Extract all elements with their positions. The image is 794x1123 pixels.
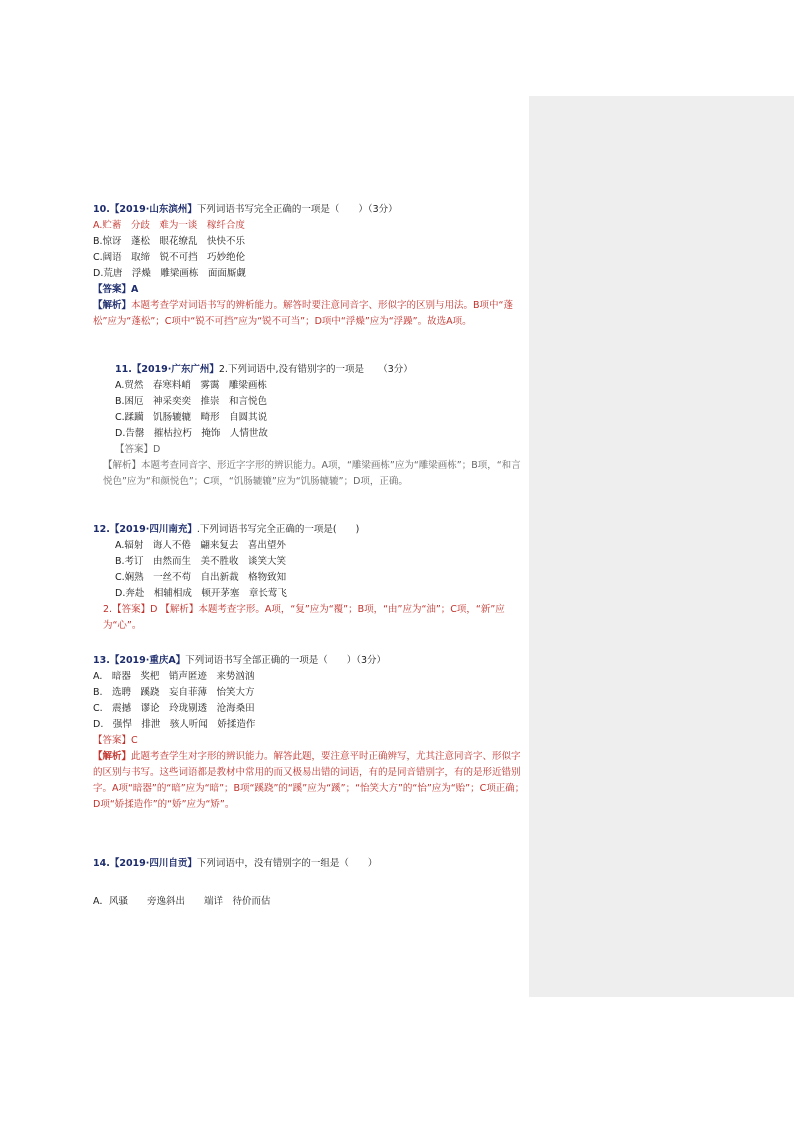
question-12-option-a: A.辐射 诲人不倦 翩来复去 喜出望外	[115, 540, 286, 551]
question-10-option-b: B.惊讶 蓬松 眼花缭乱 快快不乐	[93, 236, 246, 247]
question-11-option-a: A.贸然 春寒料峭 雾霭 雕梁画栋	[115, 380, 267, 391]
question-11-analysis-label: 【解析】	[103, 460, 142, 471]
question-10-analysis-label: 【解析】	[93, 300, 132, 311]
question-12-answer: 2.【答案】D 【解析】本题考查字形。A项，“复”应为“覆”；B项，“由”应为“油”；C项，“新”应为“心”。	[103, 604, 505, 631]
question-14-tag: 14.【2019·四川自贡】	[93, 858, 197, 869]
question-11-tag: 11.【2019·广东广州】	[115, 364, 219, 375]
question-13-answer-label: 【答案】	[93, 735, 132, 746]
question-13-option-c: C. 震撼 谬论 玲珑剔透 沧海桑田	[93, 703, 255, 714]
question-11	[93, 362, 525, 490]
question-11-answer-label: 【答案】	[115, 444, 154, 455]
comment-sidebar	[529, 96, 794, 997]
question-10-stem: 下列词语书写完全正确的一项是（ ）（3分）	[196, 204, 398, 215]
question-11-option-c: C.蹂躏 饥肠辘辘 畸形 自圆其说	[115, 412, 268, 423]
question-12	[93, 522, 525, 634]
question-12-stem: .下列词语书写完全正确的一项是( )	[196, 524, 360, 535]
question-11-answer: D	[153, 444, 161, 455]
question-13-option-b: B. 选聘 蹊跷 妄自菲薄 怡笑大方	[93, 687, 255, 698]
question-13-option-d: D. 强悍 排泄 骇人听闻 娇揉造作	[93, 719, 256, 730]
question-11-option-d: D.告罄 摧枯拉朽 掩饰 人情世故	[115, 428, 268, 439]
question-10-analysis: 本题考查学对词语书写的辨析能力。解答时要注意同音字、形似字的区别与用法。B项中“蓬松”应为“蓬松”；C项中“锐不可挡”应为“锐不可当”；D项中“浮燥”应为“浮躁”。故选A项。	[93, 300, 513, 327]
question-14-stem: 下列词语中，没有错别字的一组是（ ）	[196, 858, 378, 869]
question-13-option-a: A. 暗器 奖杷 销声匿迹 来势汹汹	[93, 671, 255, 682]
question-11-analysis: 本题考查同音字、形近字字形的辨识能力。A项，“雕梁画栋”应为“雕梁画栋”；B项，“和言悦色”应为“和颜悦色”；C项，“饥肠辘辘”应为“饥肠辘辘”；D项，正确。	[103, 460, 521, 487]
question-13-analysis: 此题考查学生对字形的辨识能力。解答此题，要注意平时正确辨写，尤其注意同音字、形似字的区别与书写。这些词语都是教材中常用的而又极易出错的词语，有的是同音错别字，有的是形近错别字。A项“暗器”的“暗”应为“暗”；B项“蹊跷”的“蹊”应为“蹊”；“怡笑大方”的“怡”应为“贻”；C项正确；D项“娇揉造作”的“娇”应为“矫”。	[93, 751, 525, 810]
question-13-stem: 下列词语书写全部正确的一项是（ ）（3分）	[185, 655, 387, 666]
question-10-tag: 10.【2019·山东滨州】	[93, 204, 197, 215]
question-13-tag: 13.【2019·重庆A】	[93, 655, 186, 666]
question-10-option-c: C.阔语 取缔 锐不可挡 巧妙绝伦	[93, 252, 246, 263]
question-10-answer: A	[131, 284, 139, 295]
question-13-analysis-label: 【解析】	[93, 751, 132, 762]
question-10-option-d: D.荒唐 浮燥 雕梁画栋 面面厮觑	[93, 268, 246, 279]
question-10	[93, 202, 525, 330]
question-12-option-d: D.奔赴 相辅相成 顿开茅塞 章长莺飞	[115, 588, 287, 599]
question-11-option-b: B.困厄 神采奕奕 推崇 和言悦色	[115, 396, 268, 407]
question-14-option-a: A．风骚 旁逸斜出 端详 待价而估	[93, 896, 271, 907]
question-13-answer: C	[131, 735, 138, 746]
question-10-answer-label: 【答案】	[93, 284, 132, 295]
question-10-option-a: A.贮蓄 分歧 难为一谈 稼纤合度	[93, 220, 245, 231]
question-14	[93, 856, 525, 910]
question-12-option-b: B.考订 由然而生 美不胜收 谈笑大笑	[115, 556, 287, 567]
question-11-stem: 2.下列词语中,没有错别字的一项是 （3分）	[218, 364, 413, 375]
question-12-tag: 12.【2019·四川南充】	[93, 524, 197, 535]
question-12-option-c: C.娴熟 一丝不苟 自出新裁 格物致知	[115, 572, 287, 583]
question-13	[93, 653, 525, 813]
